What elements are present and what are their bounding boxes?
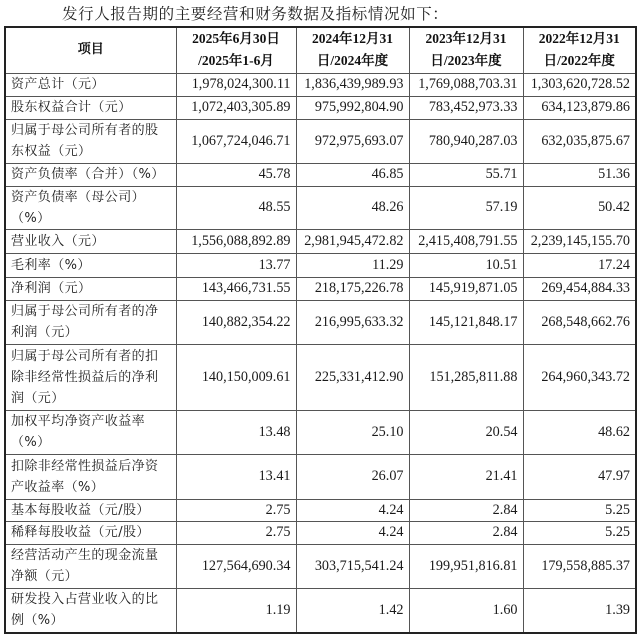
- cell-value: 225,331,412.90: [296, 344, 409, 410]
- cell-value: 45.78: [176, 163, 296, 186]
- cell-value: 48.26: [296, 186, 409, 229]
- cell-value: 179,558,885.37: [523, 544, 636, 588]
- cell-value: 13.77: [176, 253, 296, 277]
- cell-value: 218,175,226.78: [296, 277, 409, 300]
- row-label: 资产总计（元）: [5, 73, 176, 96]
- cell-value: 1,556,088,892.89: [176, 229, 296, 253]
- cell-value: 25.10: [296, 410, 409, 454]
- cell-value: 57.19: [409, 186, 523, 229]
- row-label: 股东权益合计（元）: [5, 96, 176, 119]
- table-row: [5, 119, 636, 163]
- row-label: 经营活动产生的现金流量净额（元）: [5, 544, 176, 588]
- cell-value: 216,995,633.32: [296, 300, 409, 344]
- row-label: 营业收入（元）: [5, 229, 176, 253]
- table-row: [5, 163, 636, 186]
- cell-value: 975,992,804.90: [296, 96, 409, 119]
- table-row: [5, 229, 636, 253]
- header-2022: 2022年12月31 日/2022年度: [523, 27, 636, 73]
- cell-value: 55.71: [409, 163, 523, 186]
- cell-value: 47.97: [523, 454, 636, 499]
- row-label: 归属于母公司所有者的扣除非经常性损益后的净利润（元）: [5, 344, 176, 410]
- row-label: 稀释每股收益（元/股）: [5, 521, 176, 544]
- table-row: [5, 300, 636, 344]
- cell-value: 1,836,439,989.93: [296, 73, 409, 96]
- table-row: [5, 344, 636, 410]
- cell-value: 140,150,009.61: [176, 344, 296, 410]
- row-label: 扣除非经常性损益后净资产收益率（%）: [5, 454, 176, 499]
- cell-value: 140,882,354.22: [176, 300, 296, 344]
- cell-value: 2,239,145,155.70: [523, 229, 636, 253]
- header-item: 项目: [5, 27, 176, 73]
- table-row: [5, 521, 636, 544]
- cell-value: 17.24: [523, 253, 636, 277]
- cell-value: 46.85: [296, 163, 409, 186]
- cell-value: 21.41: [409, 454, 523, 499]
- cell-value: 2.84: [409, 521, 523, 544]
- cell-value: 1.39: [523, 588, 636, 633]
- cell-value: 2.84: [409, 499, 523, 521]
- row-label: 归属于母公司所有者的净利润（元）: [5, 300, 176, 344]
- cell-value: 264,960,343.72: [523, 344, 636, 410]
- cell-value: 972,975,693.07: [296, 119, 409, 163]
- cell-value: 1,072,403,305.89: [176, 96, 296, 119]
- table-row: [5, 454, 636, 499]
- cell-value: 145,919,871.05: [409, 277, 523, 300]
- cell-value: 634,123,879.86: [523, 96, 636, 119]
- row-label: 基本每股收益（元/股）: [5, 499, 176, 521]
- cell-value: 4.24: [296, 521, 409, 544]
- cell-value: 145,121,848.17: [409, 300, 523, 344]
- table-row: [5, 253, 636, 277]
- cell-value: 269,454,884.33: [523, 277, 636, 300]
- cell-value: 26.07: [296, 454, 409, 499]
- cell-value: 1,769,088,703.31: [409, 73, 523, 96]
- cell-value: 143,466,731.55: [176, 277, 296, 300]
- table-row: [5, 410, 636, 454]
- cell-value: 13.41: [176, 454, 296, 499]
- row-label: 资产负债率（母公司）（%）: [5, 186, 176, 229]
- header-2023: 2023年12月31 日/2023年度: [409, 27, 523, 73]
- cell-value: 1,067,724,046.71: [176, 119, 296, 163]
- row-label: 加权平均净资产收益率（%）: [5, 410, 176, 454]
- table-row: [5, 277, 636, 300]
- row-label: 资产负债率（合并）（%）: [5, 163, 176, 186]
- table-row: [5, 96, 636, 119]
- cell-value: 51.36: [523, 163, 636, 186]
- header-row: [5, 27, 636, 73]
- cell-value: 1,303,620,728.52: [523, 73, 636, 96]
- cell-value: 11.29: [296, 253, 409, 277]
- table-row: [5, 544, 636, 588]
- cell-value: 1,978,024,300.11: [176, 73, 296, 96]
- row-label: 研发投入占营业收入的比例（%）: [5, 588, 176, 633]
- header-2024: 2024年12月31 日/2024年度: [296, 27, 409, 73]
- row-label: 净利润（元）: [5, 277, 176, 300]
- table-row: [5, 73, 636, 96]
- cell-value: 2,415,408,791.55: [409, 229, 523, 253]
- row-label: 毛利率（%）: [5, 253, 176, 277]
- cell-value: 48.62: [523, 410, 636, 454]
- cell-value: 632,035,875.67: [523, 119, 636, 163]
- cell-value: 783,452,973.33: [409, 96, 523, 119]
- table-row: [5, 588, 636, 633]
- cell-value: 1.42: [296, 588, 409, 633]
- table-row: [5, 499, 636, 521]
- row-label: 归属于母公司所有者的股东权益（元）: [5, 119, 176, 163]
- cell-value: 50.42: [523, 186, 636, 229]
- intro-text: 发行人报告期的主要经营和财务数据及指标情况如下：: [62, 5, 449, 23]
- cell-value: 127,564,690.34: [176, 544, 296, 588]
- header-2025h1: 2025年6月30日 /2025年1-6月: [176, 27, 296, 73]
- cell-value: 1.60: [409, 588, 523, 633]
- cell-value: 20.54: [409, 410, 523, 454]
- cell-value: 48.55: [176, 186, 296, 229]
- cell-value: 2.75: [176, 521, 296, 544]
- cell-value: 5.25: [523, 499, 636, 521]
- cell-value: 10.51: [409, 253, 523, 277]
- cell-value: 2,981,945,472.82: [296, 229, 409, 253]
- cell-value: 1.19: [176, 588, 296, 633]
- cell-value: 303,715,541.24: [296, 544, 409, 588]
- cell-value: 2.75: [176, 499, 296, 521]
- cell-value: 199,951,816.81: [409, 544, 523, 588]
- financial-data-table: [4, 26, 637, 634]
- cell-value: 151,285,811.88: [409, 344, 523, 410]
- cell-value: 4.24: [296, 499, 409, 521]
- table-row: [5, 186, 636, 229]
- cell-value: 780,940,287.03: [409, 119, 523, 163]
- cell-value: 268,548,662.76: [523, 300, 636, 344]
- cell-value: 5.25: [523, 521, 636, 544]
- cell-value: 13.48: [176, 410, 296, 454]
